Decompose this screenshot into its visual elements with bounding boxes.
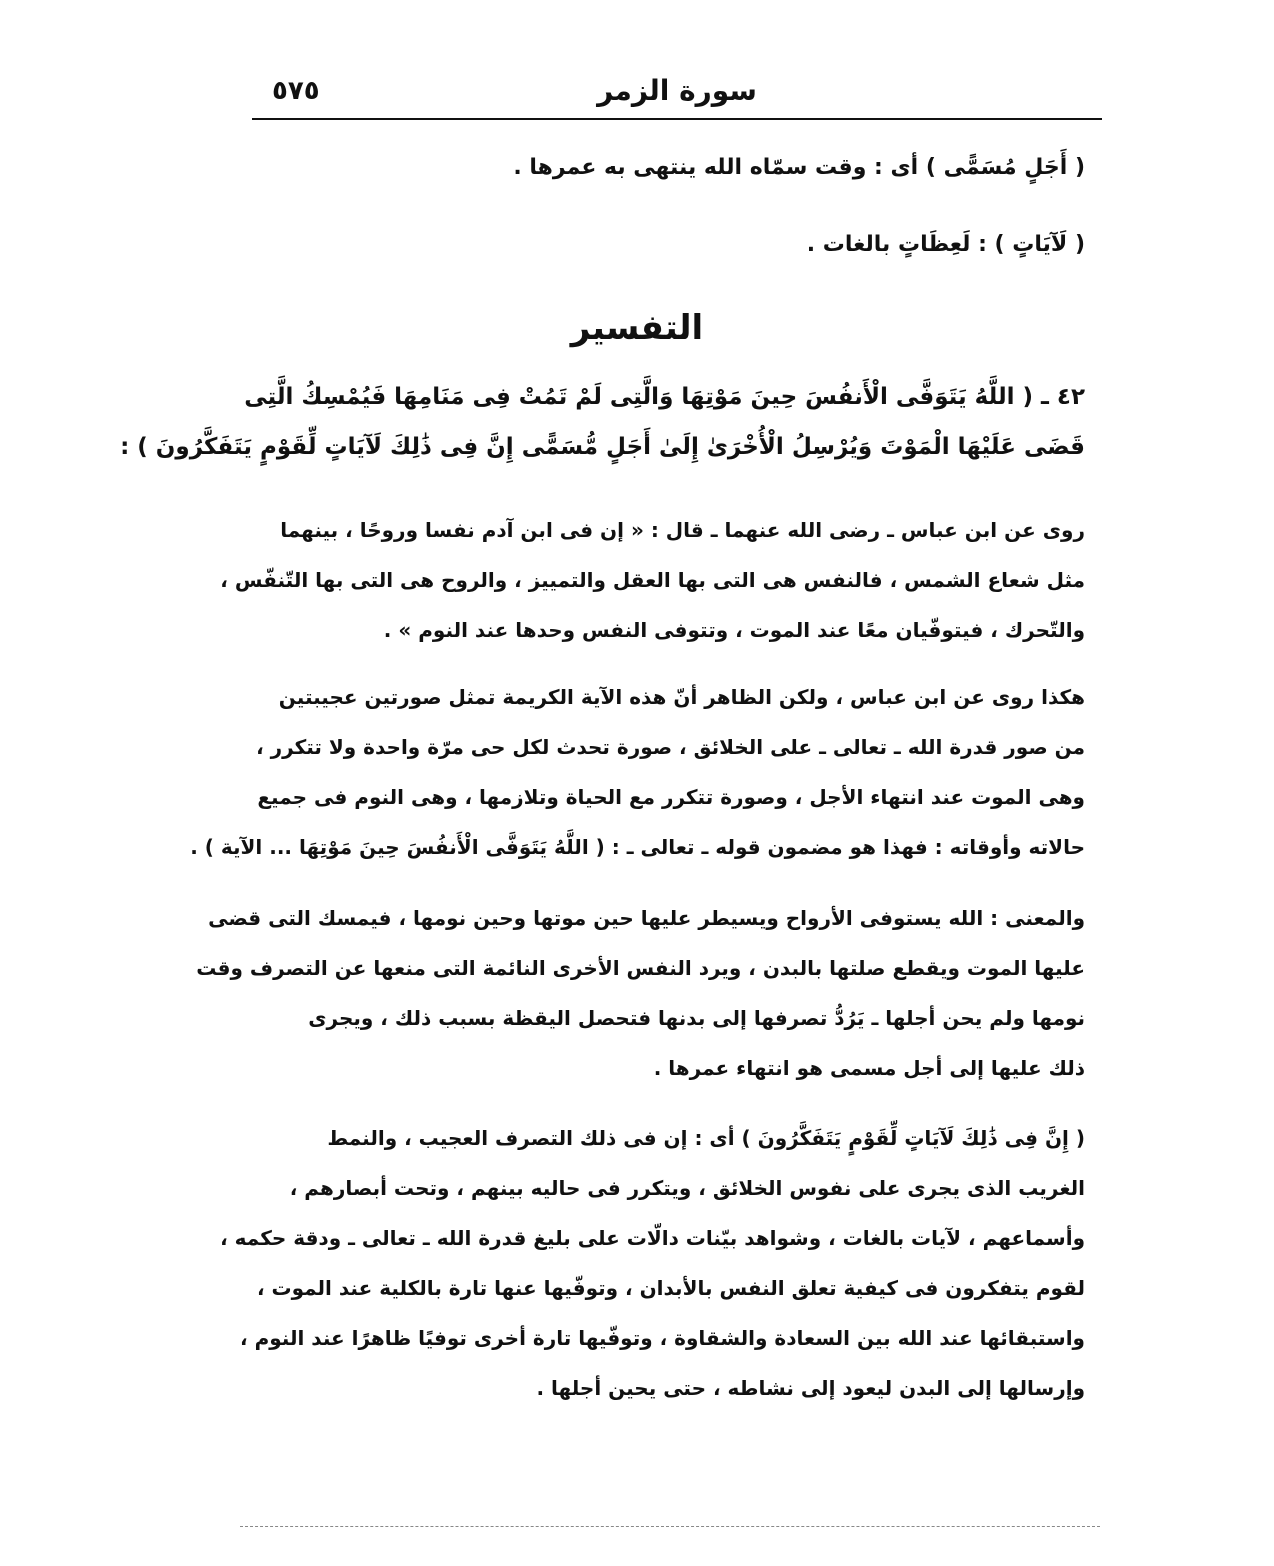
paragraph-line: وأسماعهم ، لآيات بالغات ، وشواهد بيّنات دالّات على بليغ قدرة الله ـ تعالى ـ ودقة حكمه ، [220,1226,1085,1250]
paragraph-line: وإرسالها إلى البدن ليعود إلى نشاطه ، حتى يحين أجلها . [536,1376,1085,1400]
paragraph-line: والمعنى : الله يستوفى الأرواح ويسيطر عليها حين موتها وحين نومها ، فيمسك التى قضى [208,906,1085,930]
paragraph-two-images [190,672,1085,872]
page-number: ٥٧٥ [272,76,320,106]
paragraph-line: ( إِنَّ فِى ذَٰلِكَ لَآيَاتٍ لِّقَوْمٍ يَتَفَكَّرُونَ ) أى : إن فى ذلك التصرف العجيب ، والنمط [327,1126,1085,1150]
page-header [252,70,1102,116]
surah-title: سورة الزمر [597,74,757,107]
paragraph-line: وهى الموت عند انتهاء الأجل ، وصورة تتكرر مع الحياة وتلازمها ، وهى النوم فى جميع [257,785,1085,809]
paragraph-signs [220,1113,1085,1413]
paragraph-line: عليها الموت ويقطع صلتها بالبدن ، ويرد النفس الأخرى النائمة التى منعها عن التصرف وقت [196,956,1085,980]
gloss-ajal-musamma: ( أَجَلٍ مُسَمًّى ) أى : وقت سمّاه الله ينتهى به عمرها . [513,155,1085,180]
header-rule [252,118,1102,120]
paragraph-line: حالاته وأوقاته : فهذا هو مضمون قوله ـ تعالى ـ : ( اللَّهُ يَتَوَفَّى الْأَنفُسَ حِينَ مَوْتِهَا ... الآية ) . [190,835,1085,859]
paragraph-line: روى عن ابن عباس ـ رضى الله عنهما ـ قال : « إن فى ابن آدم نفسا وروحًا ، بينهما [280,518,1085,542]
paragraph-line: هكذا روى عن ابن عباس ، ولكن الظاهر أنّ هذه الآية الكريمة تمثل صورتين عجيبتين [278,685,1085,709]
gloss-ayat: ( لَآيَاتٍ ) : لَعِظَاتٍ بالغات . [806,232,1085,257]
verse-line: قَضَى عَلَيْهَا الْمَوْتَ وَيُرْسِلُ الْأُخْرَىٰ إِلَىٰ أَجَلٍ مُّسَمًّى إِنَّ فِى ذَٰلِكَ لَآيَاتٍ لِّقَوْمٍ يَتَفَكَّرُونَ ) : [120,434,1085,460]
paragraph-line: واستبقائها عند الله بين السعادة والشقاوة ، وتوفّيها تارة أخرى توفيًا ظاهرًا عند النوم ، [240,1326,1085,1350]
scan-edge-line [240,1526,1100,1527]
paragraph-line: والتّحرك ، فيتوفّيان معًا عند الموت ، وتتوفى النفس وحدها عند النوم » . [383,618,1085,642]
paragraph-meaning [196,893,1085,1093]
paragraph-line: مثل شعاع الشمس ، فالنفس هى التى بها العقل والتمييز ، والروح هى التى بها التّنفّس ، [220,568,1085,592]
paragraph-line: ذلك عليها إلى أجل مسمى هو انتهاء عمرها . [653,1056,1085,1080]
paragraph-line: نومها ولم يحن أجلها ـ يَرُدُّ تصرفها إلى بدنها فتحصل اليقظة بسبب ذلك ، ويجرى [308,1006,1085,1030]
paragraph-line: من صور قدرة الله ـ تعالى ـ على الخلائق ، صورة تحدث لكل حى مرّة واحدة ولا تتكرر ، [256,735,1085,759]
paragraph-line: لقوم يتفكرون فى كيفية تعلق النفس بالأبدان ، وتوفّيها عنها تارة بالكلية عند الموت ، [256,1276,1085,1300]
section-title: التفسير [570,308,704,348]
verse-line: ٤٢ ـ ( اللَّهُ يَتَوَفَّى الْأَنفُسَ حِينَ مَوْتِهَا وَالَّتِى لَمْ تَمُتْ فِى مَنَامِهَا فَيُمْسِكُ الَّتِى [244,384,1085,410]
paragraph-ibn-abbas [220,505,1085,655]
quran-verse [120,372,1085,472]
paragraph-line: الغريب الذى يجرى على نفوس الخلائق ، ويتكرر فى حاليه بينهم ، وتحت أبصارهم ، [289,1176,1085,1200]
